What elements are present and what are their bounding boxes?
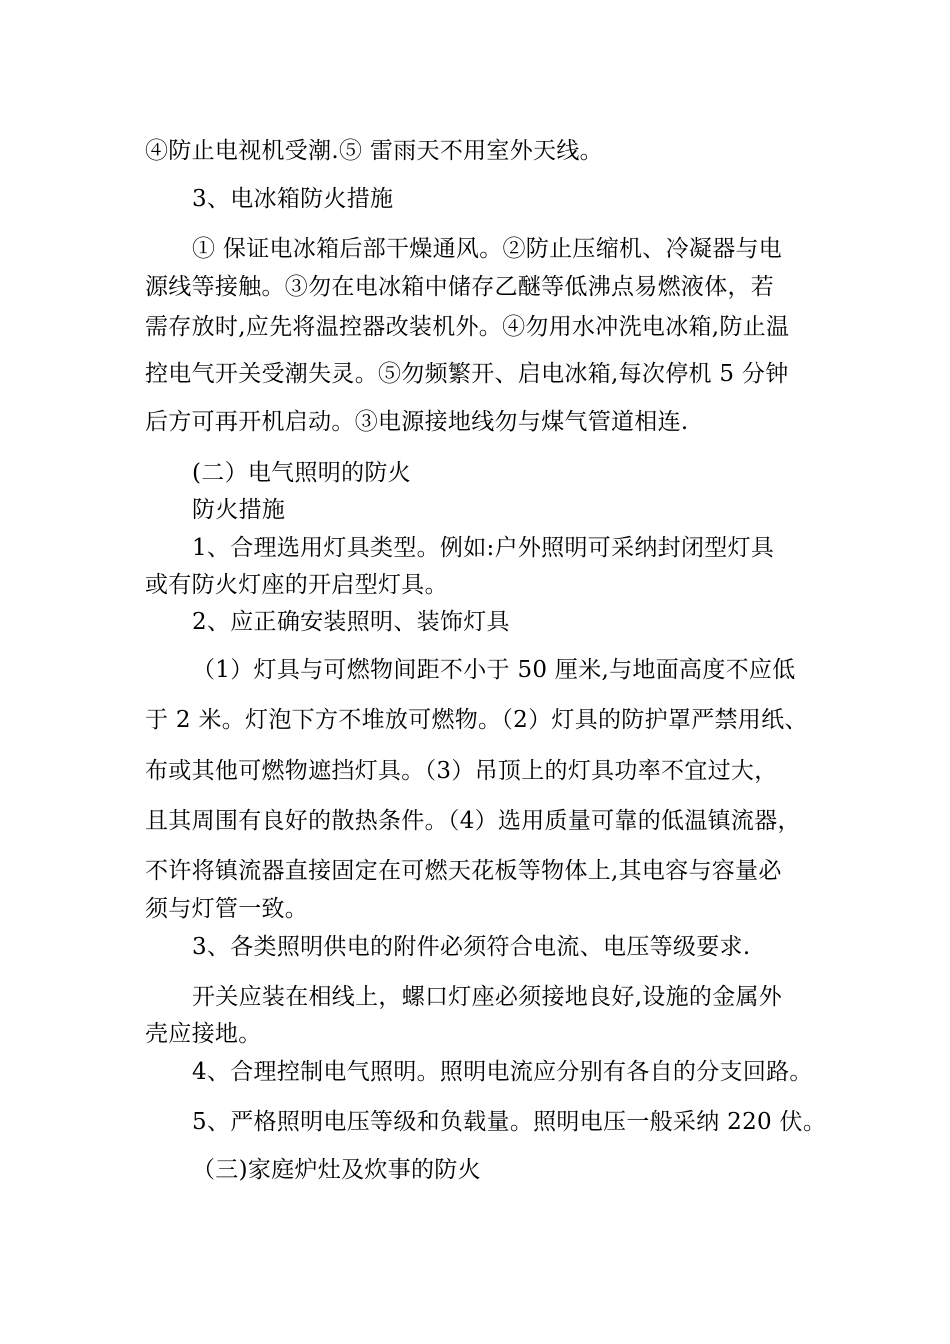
- text-line: 1、合理选用灯具类型。例如:户外照明可采纳封闭型灯具: [192, 535, 775, 561]
- section-heading: （三)家庭炉灶及炊事的防火: [192, 1157, 481, 1183]
- section-heading: 3、各类照明供电的附件必须符合电流、电压等级要求.: [192, 934, 751, 960]
- text-line: （1）灯具与可燃物间距不小于 50 厘米,与地面高度不应低: [192, 657, 796, 683]
- text-line: 布或其他可燃物遮挡灯具。（3）吊顶上的灯具功率不宜过大，: [145, 758, 778, 784]
- section-heading: 4、合理控制电气照明。照明电流应分别有各自的分支回路。: [192, 1059, 813, 1085]
- section-heading: 3、电冰箱防火措施: [192, 186, 394, 212]
- text-line: 控电气开关受潮失灵。⑤勿频繁开、启电冰箱,每次停机 5 分钟: [145, 361, 789, 387]
- text-line: 源线等接触。③勿在电冰箱中储存乙醚等低沸点易燃液体，若: [145, 274, 775, 300]
- text-line: ① 保证电冰箱后部干燥通风。②防止压缩机、冷凝器与电: [192, 236, 783, 262]
- text-line: 或有防火灯座的开启型灯具。: [145, 572, 448, 598]
- text-line: 不许将镇流器直接固定在可燃天花板等物体上,其电容与容量必: [145, 858, 782, 884]
- text-line: 于 2 米。灯泡下方不堆放可燃物。（2）灯具的防护罩严禁用纸、: [145, 707, 808, 733]
- text-line: 后方可再开机启动。③电源接地线勿与煤气管道相连.: [145, 409, 689, 435]
- text-line: ④防止电视机受潮.⑤ 雷雨天不用室外天线。: [145, 138, 603, 164]
- text-line: 且其周围有良好的散热条件。（4）选用质量可靠的低温镇流器，: [145, 808, 801, 834]
- text-line: 开关应装在相线上，螺口灯座必须接地良好,设施的金属外: [192, 984, 783, 1010]
- section-heading: 2、应正确安装照明、装饰灯具: [192, 609, 510, 635]
- text-line: 壳应接地。: [145, 1021, 262, 1047]
- sub-heading: 防火措施: [192, 497, 286, 523]
- text-line: 需存放时,应先将温控器改装机外。④勿用水冲洗电冰箱,防止温: [145, 314, 790, 340]
- text-line: 须与灯管一致。: [145, 896, 309, 922]
- section-heading: (二）电气照明的防火: [192, 460, 411, 486]
- section-heading: 5、严格照明电压等级和负载量。照明电压一般采纳 220 伏。: [192, 1109, 827, 1135]
